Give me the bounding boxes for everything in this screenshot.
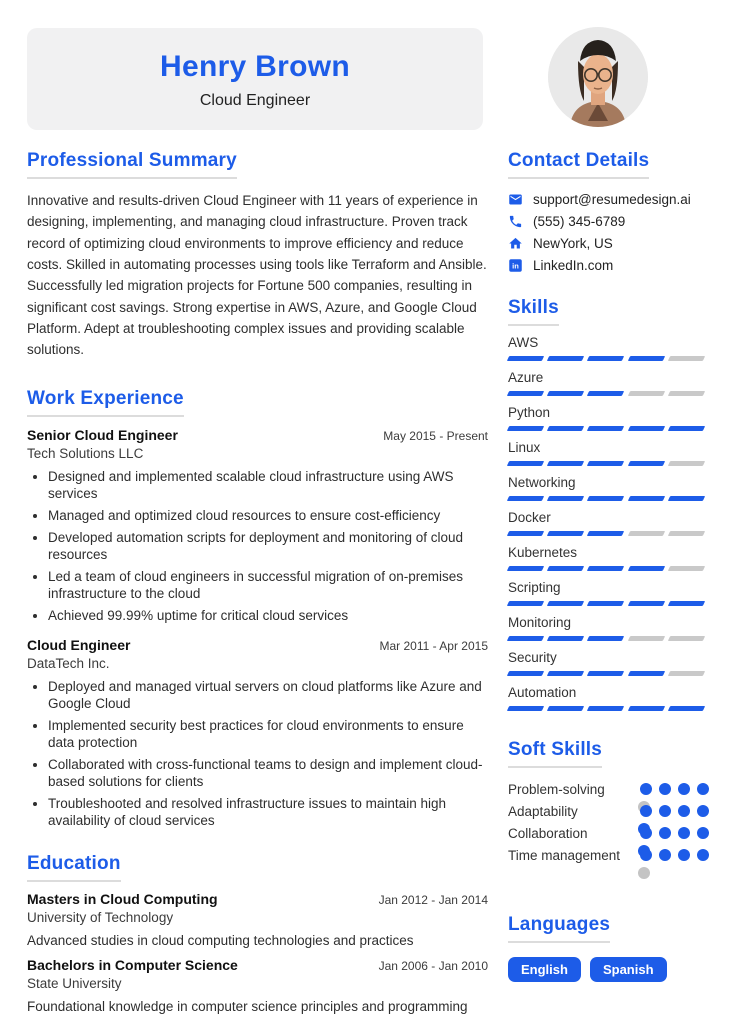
education-entry [27,957,488,1014]
soft-skill-name: Problem-solving [508,782,605,797]
education-dates: Jan 2006 - Jan 2010 [378,958,488,973]
person-name: Henry Brown [160,50,350,83]
skill-name: Python [508,405,551,420]
skill-name: Linux [508,440,541,455]
section-heading-soft-skills: Soft Skills [508,739,602,768]
skill-bar-segment [627,706,665,711]
skill-name: Kubernetes [508,545,578,560]
skill-bar-segment [507,426,545,431]
soft-skill-dot [697,783,709,795]
summary-text: Innovative and results-driven Cloud Engineer with 11 years of experience in designing, implementing, and managing cloud infrastructure. Proven track record of optimizing cloud environments to improve efficiency and reduce costs. Skilled in automating processes using tools like Terraform and Ansible. Successfully led migration projects for Fortune 500 companies, resulting in significant cost savings. Strong expertise in AWS, Azure, and Google Cloud Platform. Adept at troubleshooting complex issues and providing scalable solutions. [27,193,487,358]
education-degree: Bachelors in Computer Science [27,956,238,973]
job-header [27,427,488,443]
soft-skill-dot [678,783,690,795]
skill-bar-segment [507,356,545,361]
soft-skill-dot [659,783,671,795]
contact-text: (555) 345-6789 [533,214,626,229]
skill-bar-segment [668,636,706,641]
soft-skill-dot [697,805,709,817]
profile-photo [548,27,648,127]
skill-bar-segment [547,496,585,501]
skill-bar-segment [547,461,585,466]
skill-bar-segment [547,671,585,676]
skill-bar-segment [668,391,706,396]
skill-level-bar [508,671,704,676]
skill-item [508,510,704,536]
contact-item[interactable] [508,192,704,207]
soft-skill-dot [659,827,671,839]
skill-bar-segment [587,566,625,571]
skill-bar-segment [627,356,665,361]
job-bullet: • Managed and optimized cloud resources to ensure cost-efficiency [48,507,488,524]
work-experience-list [27,427,488,829]
education-degree: Masters in Cloud Computing [27,890,218,907]
job-bullet: • Deployed and managed virtual servers on cloud platforms like Azure and Google Cloud [48,678,488,712]
skill-bar-segment [507,496,545,501]
mail-icon [508,192,523,207]
skill-name: Azure [508,370,544,385]
language-pill[interactable]: Spanish [590,957,667,982]
job-bullet: • Designed and implemented scalable cloud infrastructure using AWS services [48,468,488,502]
language-pill[interactable]: English [508,957,581,982]
soft-skill-dot [678,805,690,817]
skill-bar-segment [547,391,585,396]
main-column [27,150,488,1014]
job-entry [27,427,488,624]
skill-item [508,615,704,641]
soft-skill-dot [640,827,652,839]
job-title-text: Senior Cloud Engineer [27,426,178,443]
section-heading-summary: Professional Summary [27,150,237,179]
soft-skill-dots [640,849,716,883]
skill-bar-segment [507,461,545,466]
header-card [27,28,483,130]
skill-bar-segment [587,601,625,606]
person-job-title: Cloud Engineer [199,92,311,109]
job-bullet: • Troubleshooted and resolved infrastructure issues to maintain high availability of cloud services [48,795,488,829]
skill-bar-segment [547,636,585,641]
skill-bar-segment [547,356,585,361]
skill-bar-segment [507,566,545,571]
skill-bar-segment [547,566,585,571]
section-heading-contact: Contact Details [508,150,649,179]
languages-list [508,957,704,982]
skill-bar-segment [507,601,545,606]
linkedin-icon [508,258,523,273]
education-school: State University [27,975,122,991]
skill-level-bar [508,356,704,361]
skill-bar-segment [587,461,625,466]
skill-bar-segment [507,636,545,641]
skill-bar-segment [507,531,545,536]
soft-skill-dot [638,867,650,879]
skill-bar-segment [668,531,706,536]
skill-bar-segment [587,636,625,641]
job-title-text: Cloud Engineer [27,636,131,653]
skill-bar-segment [587,706,625,711]
section-heading-education: Education [27,853,121,882]
contact-text: support@resumedesign.ai [533,192,691,207]
skill-level-bar [508,496,704,501]
soft-skill-dot [697,827,709,839]
skill-level-bar [508,426,704,431]
skill-bar-segment [668,601,706,606]
skill-bar-segment [507,671,545,676]
skill-bar-segment [627,391,665,396]
skill-bar-segment [627,601,665,606]
contact-list [508,192,704,273]
job-bullet: • Developed automation scripts for deployment and monitoring of cloud resources [48,529,488,563]
skill-item [508,580,704,606]
job-company: DataTech Inc. [27,655,110,671]
skill-name: Monitoring [508,615,572,630]
skill-bar-segment [587,531,625,536]
avatar-illustration [548,27,648,127]
skill-item [508,475,704,501]
soft-skill-item [508,780,704,802]
skill-item [508,440,704,466]
section-heading-work: Work Experience [27,388,184,417]
skill-name: Docker [508,510,551,525]
skill-bar-segment [547,426,585,431]
soft-skill-name: Collaboration [508,826,588,841]
job-dates: Mar 2011 - Apr 2015 [379,638,488,653]
education-list [27,891,488,1014]
skill-bar-segment [587,671,625,676]
soft-skill-name: Time management [508,848,621,863]
contact-item [508,236,704,251]
skill-name: Automation [508,685,577,700]
soft-skill-dot [678,827,690,839]
soft-skill-dot [640,849,652,861]
skill-bar-segment [627,461,665,466]
section-heading-languages: Languages [508,914,610,943]
education-description: Advanced studies in cloud computing technologies and practices [27,932,414,948]
skill-bar-segment [587,356,625,361]
education-description: Foundational knowledge in computer science principles and programming [27,998,468,1014]
home-icon [508,236,523,251]
education-dates: Jan 2012 - Jan 2014 [378,892,488,907]
section-heading-skills: Skills [508,297,559,326]
skill-bar-segment [668,496,706,501]
job-bullet: • Achieved 99.99% uptime for critical cloud services [48,607,488,624]
skill-bar-segment [627,496,665,501]
skill-item [508,370,704,396]
contact-item[interactable] [508,258,704,273]
skill-bar-segment [627,426,665,431]
skill-level-bar [508,636,704,641]
skill-bar-segment [668,671,706,676]
job-bullet-list [27,678,488,829]
skill-level-bar [508,706,704,711]
soft-skill-item [508,802,704,824]
soft-skill-name: Adaptability [508,804,578,819]
soft-skill-item [508,846,704,868]
soft-skill-dot [678,849,690,861]
skill-name: Networking [508,475,576,490]
skill-bar-segment [668,706,706,711]
job-bullet: • Implemented security best practices for cloud environments to ensure data protection [48,717,488,751]
skill-bar-segment [587,426,625,431]
skill-bar-segment [507,391,545,396]
contact-item [508,214,704,229]
skill-item [508,405,704,431]
soft-skills-list [508,780,704,868]
skill-bar-segment [587,391,625,396]
skill-level-bar [508,531,704,536]
job-entry [27,637,488,829]
job-bullet: • Collaborated with cross-functional teams to design and implement cloud-based solutions for clients [48,756,488,790]
skill-bar-segment [627,531,665,536]
skill-name: Scripting [508,580,561,595]
education-school: University of Technology [27,909,174,925]
job-company: Tech Solutions LLC [27,445,144,461]
job-header [27,637,488,653]
education-entry [27,891,488,948]
skills-list [508,335,704,711]
skill-bar-segment [627,636,665,641]
skill-bar-segment [627,566,665,571]
skill-bar-segment [668,566,706,571]
svg-text:in: in [512,261,519,271]
skill-level-bar [508,461,704,466]
soft-skill-dot [659,805,671,817]
skill-item [508,685,704,711]
skill-item [508,545,704,571]
phone-icon [508,214,523,229]
skill-bar-segment [668,461,706,466]
skill-bar-segment [668,426,706,431]
job-bullet-list [27,468,488,624]
skill-name: AWS [508,335,539,350]
skill-bar-segment [547,531,585,536]
skill-bar-segment [668,356,706,361]
skill-level-bar [508,601,704,606]
skill-bar-segment [627,671,665,676]
soft-skill-dot [697,849,709,861]
job-bullet: • Led a team of cloud engineers in successful migration of on-premises infrastructure to the cloud [48,568,488,602]
skill-bar-segment [507,706,545,711]
soft-skill-item [508,824,704,846]
education-header [27,891,488,907]
education-header [27,957,488,973]
job-dates: May 2015 - Present [383,428,488,443]
skill-level-bar [508,566,704,571]
soft-skill-dot [640,783,652,795]
contact-text: NewYork, US [533,236,613,251]
sidebar-column [508,150,704,982]
skill-item [508,650,704,676]
skill-item [508,335,704,361]
contact-text: LinkedIn.com [533,258,614,273]
skill-name: Security [508,650,557,665]
soft-skill-dot [659,849,671,861]
skill-bar-segment [587,496,625,501]
skill-level-bar [508,391,704,396]
soft-skill-dot [640,805,652,817]
skill-bar-segment [547,706,585,711]
skill-bar-segment [547,601,585,606]
